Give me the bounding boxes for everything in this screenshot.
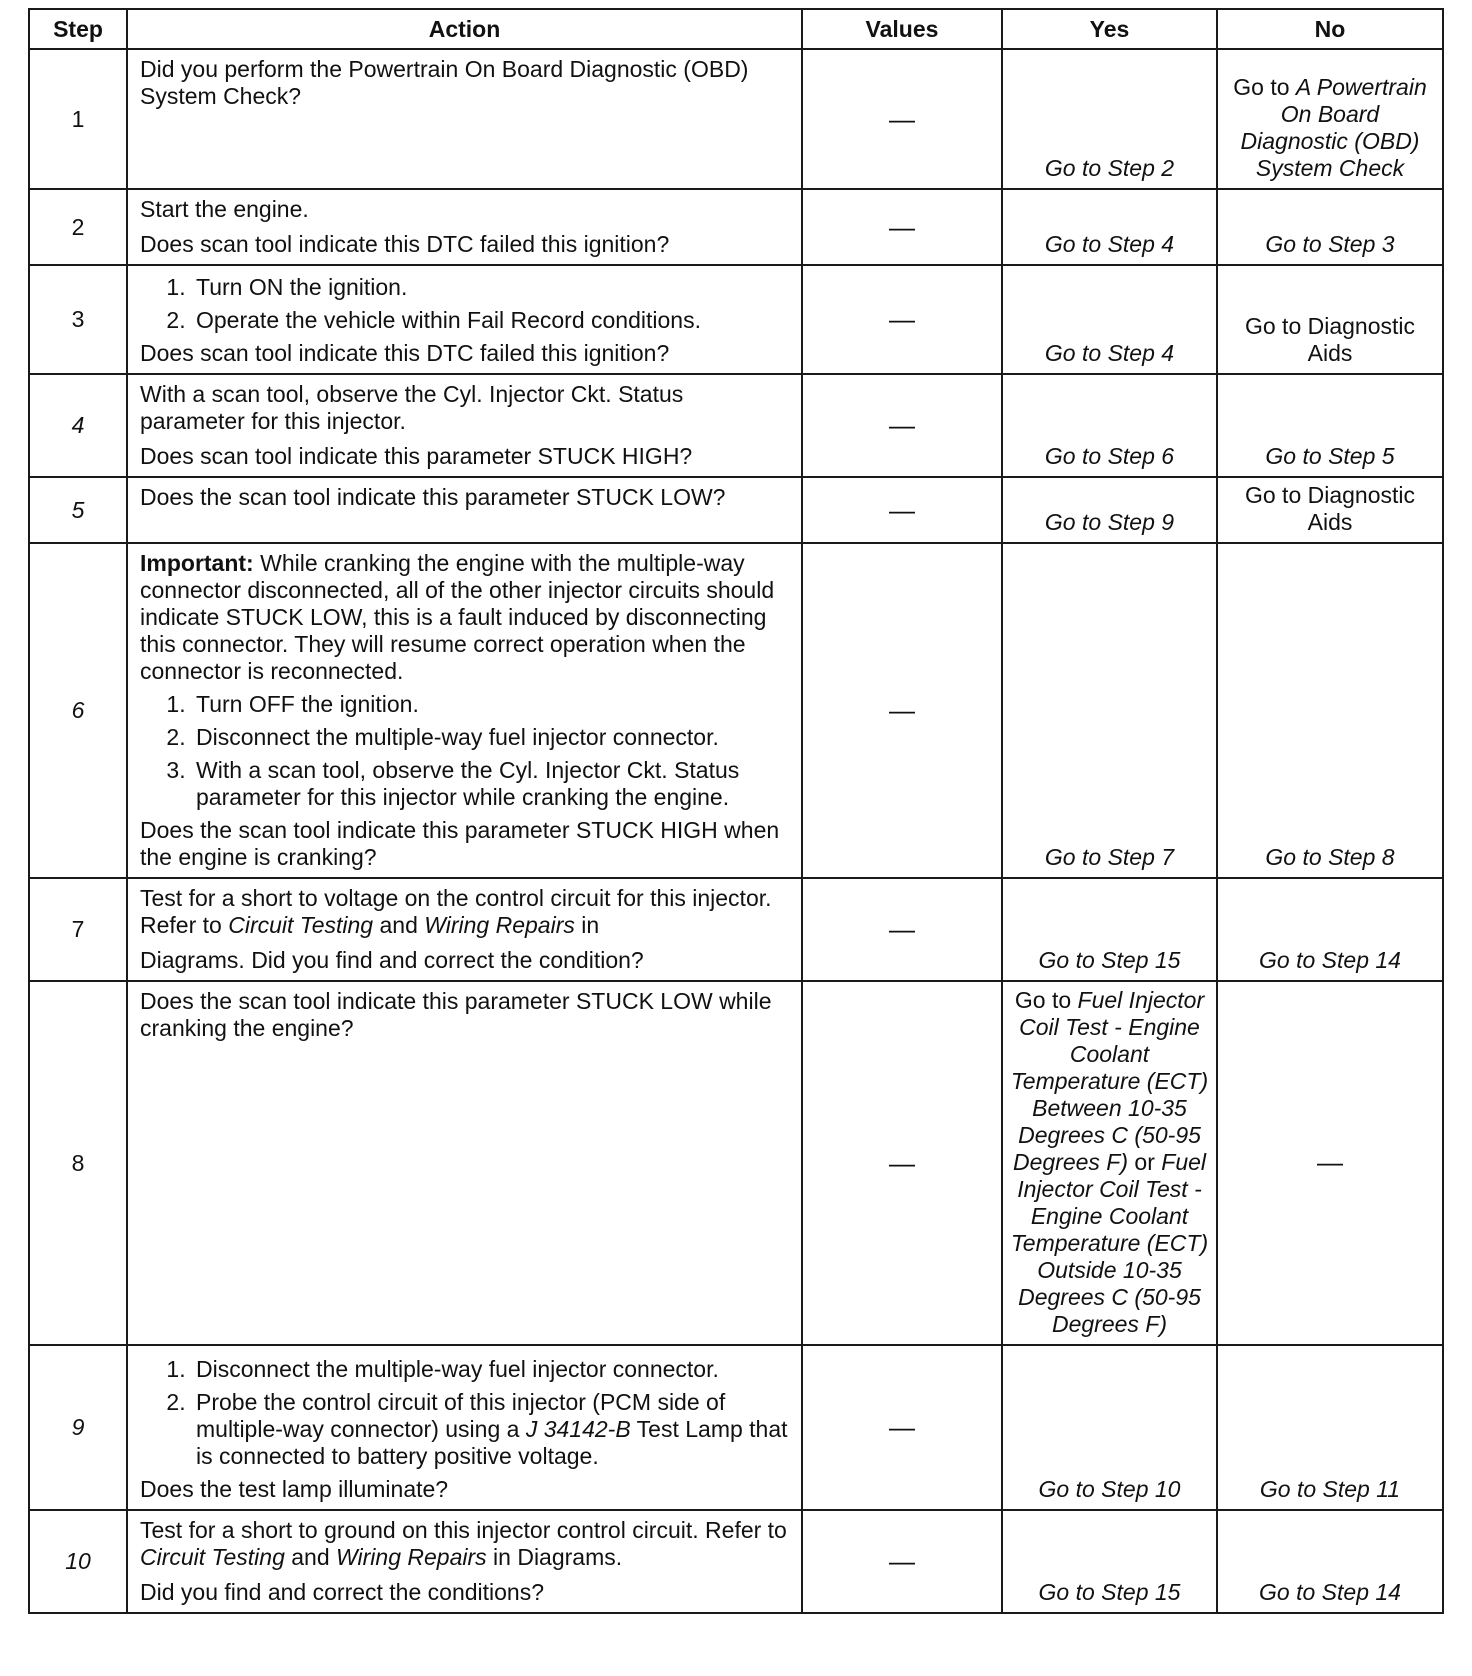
- yes-cell: [1002, 477, 1217, 543]
- coil-test-outside-link[interactable]: Fuel Injector Coil Test - Engine Coolant Temperature (ECT) Outside 10-35 Degrees C (50-95 Degrees F): [1010, 1148, 1209, 1337]
- no-cell: [1217, 543, 1443, 878]
- yes-link[interactable]: Go to Step 6: [1044, 443, 1175, 469]
- action-cell: [127, 1510, 802, 1613]
- action-text-part: Test for a short to voltage on the control circuit for this injector. Refer to: [140, 885, 772, 938]
- action-cell: [127, 189, 802, 265]
- action-text-part: and: [291, 1544, 330, 1570]
- no-cell: [1217, 878, 1443, 981]
- important-label: Important:: [140, 550, 254, 576]
- table-row: [29, 374, 1443, 477]
- values-cell: —: [802, 374, 1002, 477]
- important-text: While cranking the engine with the multiple-way connector disconnected, all of the other injector circuits should indicate STUCK LOW, this is a fault induced by disconnecting this connector. They will resume correct operation when the connector is reconnected.: [140, 550, 775, 684]
- no-link[interactable]: Go to Step 3: [1265, 231, 1395, 257]
- table-row: [29, 49, 1443, 189]
- no-cell: [1217, 1345, 1443, 1510]
- question-text: Does the scan tool indicate this parameter STUCK LOW while cranking the engine?: [140, 988, 772, 1041]
- action-text: [140, 885, 791, 939]
- diagnostic-table: [28, 8, 1444, 1614]
- yes-cell: [1002, 1345, 1217, 1510]
- yes-cell: [1002, 1510, 1217, 1613]
- list-item: 1. Turn OFF the ignition.: [192, 691, 791, 718]
- step-number: 2: [29, 189, 127, 265]
- list-item-text: Test Lamp that is connected to battery positive voltage.: [196, 1416, 788, 1469]
- question-text: Diagrams. Did you find and correct the condition?: [140, 947, 644, 973]
- no-link[interactable]: A Powertrain On Board Diagnostic (OBD) System Check: [1240, 74, 1427, 181]
- yes-or: or: [1134, 1148, 1155, 1175]
- values-cell: —: [802, 543, 1002, 878]
- step-number: 10: [29, 1510, 127, 1613]
- no-link[interactable]: Go to Step 14: [1259, 947, 1401, 973]
- coil-test-between-link[interactable]: Fuel Injector Coil Test - Engine Coolant Temperature (ECT) Between 10-35 Degrees C (50-95 Degrees F): [1010, 986, 1209, 1175]
- table-row: [29, 878, 1443, 981]
- values-cell: —: [802, 265, 1002, 374]
- yes-prefix: Go to: [1014, 986, 1072, 1013]
- header-action: Action: [127, 9, 802, 49]
- action-text-part: and: [379, 912, 418, 938]
- action-text-part: Test for a short to ground on this injector control circuit. Refer to: [140, 1517, 787, 1543]
- action-text-part: in Diagrams.: [493, 1544, 623, 1570]
- step-number: 5: [29, 477, 127, 543]
- wiring-repairs-link[interactable]: Wiring Repairs: [424, 912, 575, 938]
- step-number: 1: [29, 49, 127, 189]
- values-cell: —: [802, 878, 1002, 981]
- no-cell: [1217, 189, 1443, 265]
- action-cell: [127, 374, 802, 477]
- no-cell: [1217, 49, 1443, 189]
- no-link[interactable]: Go to Step 8: [1265, 844, 1395, 870]
- list-item: 2. Disconnect the multiple-way fuel injector connector.: [192, 724, 791, 751]
- step-list: [140, 1356, 791, 1470]
- yes-link[interactable]: Go to Step 2: [1044, 155, 1175, 181]
- step-number: 8: [29, 981, 127, 1345]
- no-link[interactable]: Go to Step 5: [1265, 443, 1395, 469]
- circuit-testing-link[interactable]: Circuit Testing: [140, 1544, 285, 1570]
- no-cell: [1217, 477, 1443, 543]
- table-row: [29, 477, 1443, 543]
- list-item: 3. With a scan tool, observe the Cyl. Injector Ckt. Status parameter for this injector while cranking the engine.: [192, 757, 791, 811]
- question-text: Did you perform the Powertrain On Board Diagnostic (OBD) System Check?: [140, 56, 749, 109]
- action-cell: [127, 543, 802, 878]
- question-text: Does scan tool indicate this DTC failed this ignition?: [140, 231, 670, 257]
- step-number: 3: [29, 265, 127, 374]
- values-cell: —: [802, 981, 1002, 1345]
- yes-link[interactable]: Go to Step 4: [1044, 340, 1175, 366]
- yes-cell: [1002, 878, 1217, 981]
- list-item-text: Probe the control circuit of this injector (PCM side of multiple-way connector) using a: [196, 1389, 726, 1442]
- no-prefix: Go to: [1233, 74, 1290, 100]
- table-row: [29, 265, 1443, 374]
- no-link[interactable]: Go to Step 11: [1259, 1476, 1401, 1502]
- table-row: [29, 189, 1443, 265]
- yes-cell: [1002, 265, 1217, 374]
- table-row: [29, 1510, 1443, 1613]
- no-cell: [1217, 1510, 1443, 1613]
- important-note: [140, 550, 791, 685]
- action-text: With a scan tool, observe the Cyl. Injector Ckt. Status parameter for this injector.: [140, 381, 684, 434]
- question-text: Does the scan tool indicate this parameter STUCK HIGH when the engine is cranking?: [140, 817, 780, 870]
- table-row: [29, 981, 1443, 1345]
- list-item: 1. Turn ON the ignition.: [192, 274, 791, 301]
- no-cell: [1217, 265, 1443, 374]
- action-text-part: in: [581, 912, 600, 938]
- action-cell: [127, 878, 802, 981]
- header-values: Values: [802, 9, 1002, 49]
- table-row: [29, 543, 1443, 878]
- yes-link[interactable]: Go to Step 10: [1038, 1476, 1181, 1502]
- yes-link[interactable]: Go to Step 15: [1038, 1579, 1181, 1605]
- step-list: [140, 691, 791, 811]
- step-number: 7: [29, 878, 127, 981]
- values-cell: —: [802, 189, 1002, 265]
- action-text: Start the engine.: [140, 196, 309, 222]
- yes-link[interactable]: Go to Step 15: [1038, 947, 1181, 973]
- test-lamp-tool: J 34142-B: [525, 1416, 631, 1442]
- yes-link[interactable]: Go to Step 4: [1044, 231, 1175, 257]
- question-text: Did you find and correct the conditions?: [140, 1579, 545, 1605]
- action-text: [140, 1517, 791, 1571]
- step-number: 9: [29, 1345, 127, 1510]
- circuit-testing-link[interactable]: Circuit Testing: [228, 912, 374, 938]
- step-list: [140, 274, 791, 334]
- table-row: [29, 1345, 1443, 1510]
- values-cell: —: [802, 1345, 1002, 1510]
- no-link[interactable]: Go to Diagnostic Aids: [1244, 482, 1416, 535]
- yes-link[interactable]: Go to Step 7: [1044, 844, 1175, 870]
- list-item: 2. Operate the vehicle within Fail Record conditions.: [192, 307, 791, 334]
- values-cell: —: [802, 49, 1002, 189]
- step-number: 6: [29, 543, 127, 878]
- values-cell: —: [802, 1510, 1002, 1613]
- header-step: Step: [29, 9, 127, 49]
- yes-link[interactable]: Go to Step 9: [1044, 509, 1175, 535]
- no-link[interactable]: Go to Diagnostic Aids: [1244, 313, 1416, 366]
- action-cell: [127, 265, 802, 374]
- no-cell: —: [1217, 981, 1443, 1345]
- values-cell: —: [802, 477, 1002, 543]
- action-cell: [127, 1345, 802, 1510]
- list-item: 1. Disconnect the multiple-way fuel injector connector.: [192, 1356, 791, 1383]
- yes-cell: [1002, 543, 1217, 878]
- question-text: Does the test lamp illuminate?: [140, 1476, 449, 1502]
- action-cell: [127, 477, 802, 543]
- question-text: Does the scan tool indicate this parameter STUCK LOW?: [140, 484, 726, 510]
- action-cell: [127, 981, 802, 1345]
- question-text: Does scan tool indicate this DTC failed this ignition?: [140, 340, 670, 366]
- no-link[interactable]: Go to Step 14: [1259, 1579, 1401, 1605]
- action-cell: [127, 49, 802, 189]
- no-cell: [1217, 374, 1443, 477]
- wiring-repairs-link[interactable]: Wiring Repairs: [336, 1544, 487, 1570]
- step-number: 4: [29, 374, 127, 477]
- question-text: Does scan tool indicate this parameter STUCK HIGH?: [140, 443, 693, 469]
- header-no: No: [1217, 9, 1443, 49]
- header-row: [29, 9, 1443, 49]
- yes-cell: [1002, 374, 1217, 477]
- header-yes: Yes: [1002, 9, 1217, 49]
- yes-cell: [1002, 189, 1217, 265]
- yes-cell: [1002, 49, 1217, 189]
- yes-cell: [1002, 981, 1217, 1345]
- list-item: [192, 1389, 791, 1470]
